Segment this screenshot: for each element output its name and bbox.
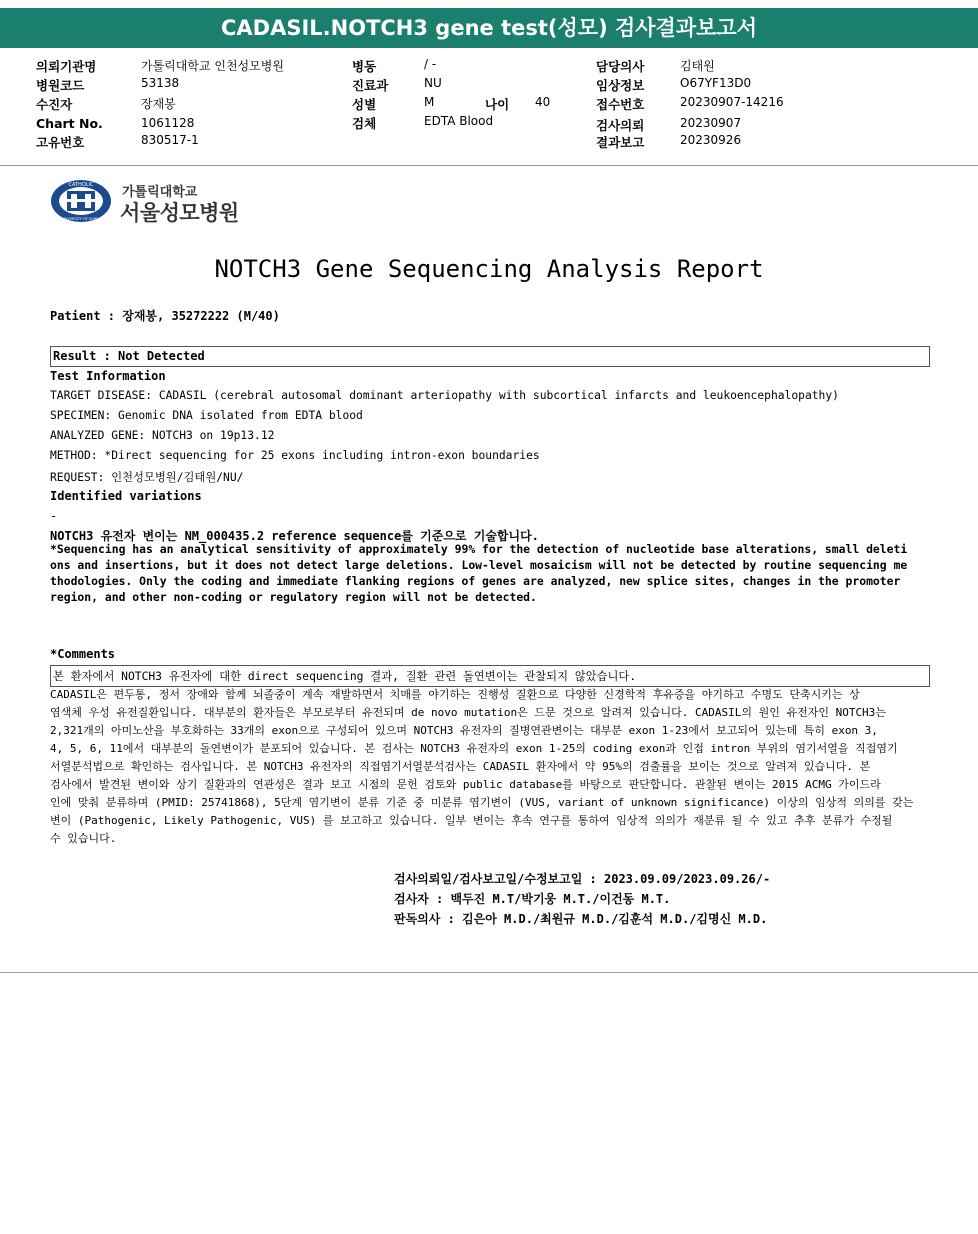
value-patient-name: 장재봉	[141, 97, 176, 111]
value-specimen: EDTA Blood	[424, 114, 494, 128]
sensitivity-line: region, and other non-coding or regulatory region will not be detected.	[50, 590, 537, 604]
identified-variations-value: -	[50, 509, 58, 523]
specimen-line: SPECIMEN: Genomic DNA isolated from EDTA blood	[50, 409, 363, 422]
label-sex: 성별	[352, 97, 377, 112]
label-ward: 병동	[352, 59, 377, 74]
logo-ring-text: CATHOLIC	[68, 182, 94, 188]
value-report-date: 20230926	[680, 133, 742, 147]
patient-line: Patient : 장재봉, 35272222 (M/40)	[50, 309, 280, 323]
hospital-logo-icon	[50, 178, 112, 224]
comment-line: 염색체 우성 유전질환입니다. 대부분의 환자들은 부모로부터 유전되며 de novo mutation은 드문 것으로 알려져 있습니다. CADASIL의 원인 유전자인 NOTCH3는	[50, 706, 886, 719]
label-chart-no: Chart No.	[36, 116, 103, 131]
comment-line: 서열분석법으로 확인하는 검사입니다. 본 NOTCH3 유전자의 직접염기서열분석검사는 CADASIL 환자에서 약 95%의 검출률을 보이는 것으로 알려져 있습니다. 본	[50, 760, 871, 773]
analyzed-gene: ANALYZED GENE: NOTCH3 on 19p13.12	[50, 429, 275, 442]
result-text: Result : Not Detected	[53, 349, 205, 363]
value-request-date: 20230907	[680, 116, 742, 130]
label-age: 나이	[485, 97, 510, 112]
comment-line: 검사에서 발견된 변이와 상기 질환과의 연관성은 결과 보고 시점의 문헌 검토와 public database를 바탕으로 판단합니다. 관찰된 변이는 2015 ACMG 가이드라	[50, 778, 881, 791]
comments-heading: *Comments	[50, 647, 116, 661]
label-hospital-code: 병원코드	[36, 78, 85, 93]
comment-line: 2,321개의 아미노산을 부호화하는 33개의 exon으로 구성되어 있으며 NOTCH3 유전자의 질병연관변이는 대부분 exon 1-23에서 보고되어 있는데 특히 exon 3,	[50, 724, 878, 737]
label-receipt-no: 접수번호	[596, 97, 645, 112]
comment-line: 4, 5, 6, 11에서 대부분의 돌연변이가 분포되어 있습니다. 본 검사는 NOTCH3 유전자의 exon 1-25의 coding exon과 인접 intron 부위의 염기서열을 직접염기	[50, 742, 898, 755]
comments-paragraph	[50, 686, 913, 848]
identified-variations-heading: Identified variations	[50, 489, 202, 503]
value-receipt-no: 20230907-14216	[680, 95, 784, 109]
comment-line: CADASIL은 편두통, 정서 장애와 함께 뇌졸중이 계속 재발하면서 치매를 야기하는 진행성 질환으로 다양한 신경학적 후유증을 야기하고 수명도 단축시키는 상	[50, 688, 860, 701]
comment-line: 변이 (Pathogenic, Likely Pathogenic, VUS) 를 보고하고 있습니다. 일부 변이는 후속 연구를 통하여 임상적 의의가 재분류 될 수 있고 추후 분류가 수정될	[50, 814, 893, 827]
label-request-date: 검사의뢰	[596, 118, 645, 133]
value-doctor: 김태원	[680, 59, 715, 73]
value-institution: 가톨릭대학교 인천성모병원	[141, 59, 284, 73]
test-information-heading: Test Information	[50, 369, 166, 383]
sensitivity-line: thodologies. Only the coding and immediate flanking regions of genes are analyzed, new splice sites, changes in the promoter	[50, 574, 901, 588]
report-heading: NOTCH3 Gene Sequencing Analysis Report	[214, 255, 764, 283]
target-disease: TARGET DISEASE: CADASIL (cerebral autosomal dominant arteriopathy with subcortical infarcts and leukoencephalopathy)	[50, 389, 839, 402]
logo-subtitle: 가톨릭대학교	[122, 185, 198, 200]
method-line: METHOD: *Direct sequencing for 25 exons including intron-exon boundaries	[50, 449, 540, 462]
label-department: 진료과	[352, 78, 389, 93]
value-age: 40	[535, 95, 551, 109]
label-unique-no: 고유번호	[36, 135, 85, 150]
value-sex: M	[424, 95, 435, 109]
signature-examiners: 검사자 : 백두진 M.T/박기웅 M.T./이건동 M.T.	[394, 892, 671, 906]
sensitivity-line: *Sequencing has an analytical sensitivity of approximately 99% for the detection of nucleotide base alterations, small deleti	[50, 542, 908, 556]
logo-hospital-name: 서울성모병원	[120, 201, 239, 225]
logo-ring-text-bottom: UNIVERSITY OF KOREA	[61, 217, 101, 221]
footer-divider	[0, 972, 978, 973]
comment-summary: 본 환자에서 NOTCH3 유전자에 대한 direct sequencing 결과, 질환 관련 돌연변이는 관찰되지 않았습니다.	[53, 670, 637, 683]
sensitivity-line: ons and insertions, but it does not detect large deletions. Low-level mosaicism will not be detected by routine sequencing me	[50, 558, 908, 572]
label-clinical-info: 임상정보	[596, 78, 645, 93]
comment-line: 수 있습니다.	[50, 832, 117, 845]
label-institution: 의뢰기관명	[36, 59, 97, 74]
report-title-bar: CADASIL.NOTCH3 gene test(성모) 검사결과보고서	[0, 8, 978, 48]
label-doctor: 담당의사	[596, 59, 645, 74]
comment-line: 인에 맞춰 분류하며 (PMID: 25741868), 5단계 염기변이 분류 기준 중 미분류 염기변이 (VUS, variant of unknown significance) 이상의 임상적 의의를 갖는	[50, 796, 914, 809]
value-hospital-code: 53138	[141, 76, 180, 90]
header-divider	[0, 165, 978, 166]
value-clinical-info: O67YF13D0	[680, 76, 752, 90]
value-unique-no: 830517-1	[141, 133, 199, 147]
label-report-date: 결과보고	[596, 135, 645, 150]
label-patient-name: 수진자	[36, 97, 73, 112]
reference-note: NOTCH3 유전자 변이는 NM_000435.2 reference sequence를 기준으로 기술합니다.	[50, 529, 539, 543]
request-line: REQUEST: 인천성모병원/김태원/NU/	[50, 471, 244, 484]
signature-readers: 판독의사 : 김은아 M.D./최원규 M.D./김훈석 M.D./김명신 M.D.	[394, 912, 768, 926]
sensitivity-paragraph	[50, 541, 907, 605]
signature-dates: 검사의뢰일/검사보고일/수정보고일 : 2023.09.09/2023.09.26/-	[394, 872, 771, 886]
label-specimen: 검체	[352, 116, 377, 131]
value-ward: / -	[424, 57, 437, 71]
value-chart-no: 1061128	[141, 116, 195, 130]
value-department: NU	[424, 76, 442, 90]
